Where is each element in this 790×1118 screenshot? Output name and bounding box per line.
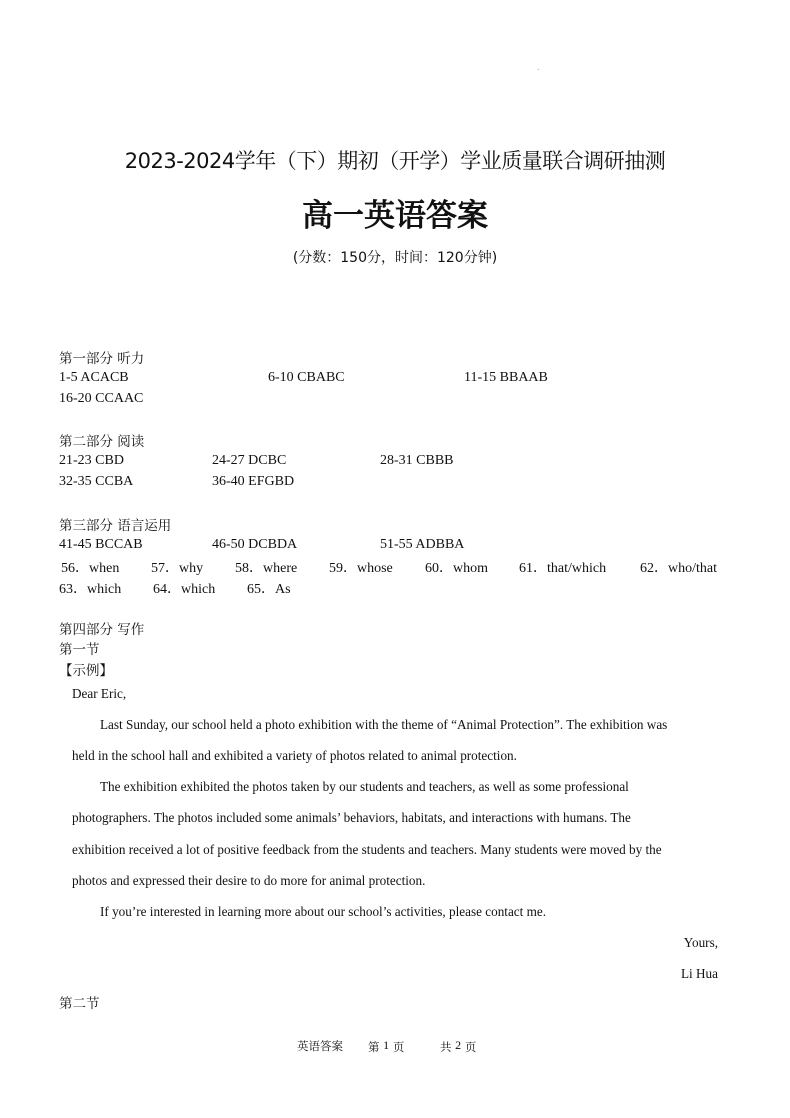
answer-item: 51-55 ADBBA	[380, 537, 465, 552]
letter-line: If you’re interested in learning more about our school’s activities, please contact me.	[100, 904, 547, 919]
answer-item: 41-45 BCCAB	[59, 537, 143, 552]
fill-answer: 59．whose	[329, 561, 393, 576]
footer-page	[368, 1038, 404, 1055]
letter-line: exhibition received a lot of positive feedback from the students and teachers. Many students were moved by the	[72, 842, 662, 857]
footer-page-suffix: 页	[392, 1040, 405, 1054]
letter-greeting: Dear Eric,	[72, 686, 127, 701]
letter-closing: Yours,	[683, 935, 718, 950]
part3-heading: 第三部分 语言运用	[59, 518, 172, 534]
fill-answer: 63．which	[59, 582, 122, 597]
fill-answer: 62．who/that	[640, 561, 717, 576]
footer-total-prefix: 共	[440, 1040, 452, 1054]
letter-line: Last Sunday, our school held a photo exhibition with the theme of “Animal Protection”. The exhibition was	[100, 717, 668, 732]
part4-heading: 第四部分 写作	[59, 622, 145, 638]
footer-total-suffix: 页	[464, 1040, 477, 1054]
answer-item: 36-40 EFGBD	[212, 474, 295, 489]
fill-answer: 61．that/which	[519, 561, 607, 576]
section2-heading: 第二节	[59, 996, 100, 1012]
letter-line: photos and expressed their desire to do more for animal protection.	[72, 873, 426, 888]
page-dot: .	[537, 63, 540, 72]
section1-heading: 第一节	[59, 642, 100, 658]
answer-item: 11-15 BBAAB	[464, 370, 548, 385]
fill-answer: 56．when	[61, 561, 120, 576]
fill-answer: 60．whom	[425, 561, 488, 576]
example-label: 【示例】	[59, 663, 113, 679]
fill-answer: 58．where	[235, 561, 298, 576]
footer-subject: 英语答案	[297, 1039, 343, 1053]
fill-answer: 57．why	[151, 561, 204, 576]
part1-heading: 第一部分 听力	[59, 351, 145, 367]
letter-line: held in the school hall and exhibited a variety of photos related to animal protection.	[72, 748, 517, 763]
fill-answer: 64．which	[153, 582, 216, 597]
answer-item: 16-20 CCAAC	[59, 391, 144, 406]
letter-line: photographers. The photos included some animals’ behaviors, habitats, and interactions with humans. The	[72, 810, 631, 825]
answer-item: 21-23 CBD	[59, 453, 124, 468]
fill-answer: 65．As	[247, 582, 291, 597]
exam-title: 2023-2024学年（下）期初（开学）学业质量联合调研抽测	[124, 149, 666, 173]
footer-total	[440, 1038, 476, 1055]
score-time-info: (分数：150分，时间：120分钟)	[292, 250, 498, 266]
answer-item: 1-5 ACACB	[59, 370, 129, 385]
answer-item: 28-31 CBBB	[380, 453, 454, 468]
letter-signature: Li Hua	[681, 966, 718, 981]
part2-heading: 第二部分 阅读	[59, 434, 145, 450]
answer-item: 32-35 CCBA	[59, 474, 134, 489]
letter-line: The exhibition exhibited the photos taken by our students and teachers, as well as some professional	[100, 779, 629, 794]
footer-page-prefix: 第	[368, 1040, 380, 1054]
answer-item: 6-10 CBABC	[268, 370, 345, 385]
answer-item: 46-50 DCBDA	[212, 537, 298, 552]
footer-page-number: 1	[383, 1038, 390, 1052]
footer-total-number: 2	[455, 1038, 462, 1052]
subject-title: 高一英语答案	[302, 198, 488, 234]
answer-item: 24-27 DCBC	[212, 453, 287, 468]
